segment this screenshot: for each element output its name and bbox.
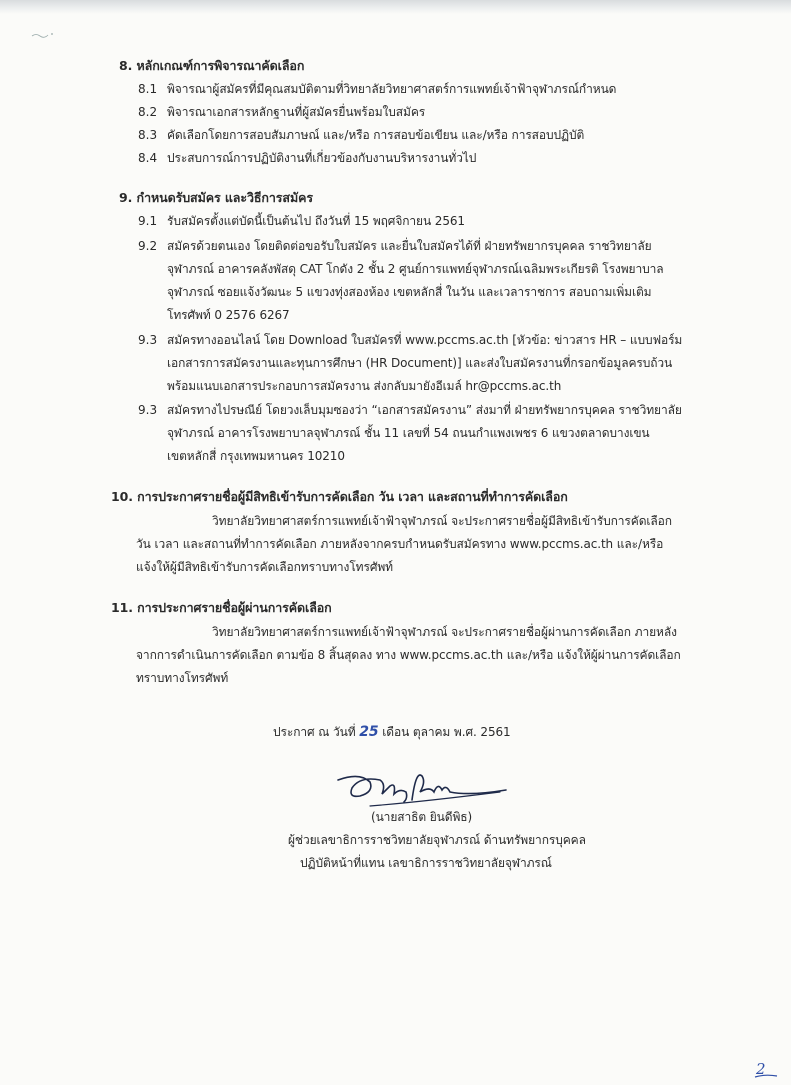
handwritten-day: 25 — [359, 724, 379, 740]
signatory-name: (นายสาธิต ยินดีพิธ) — [371, 810, 473, 824]
paragraph-line: วิทยาลัยวิทยาศาสตร์การแพทย์เจ้าฟ้าจุฬาภรณ์ จะประกาศรายชื่อผู้มีสิทธิเข้ารับการคัดเลือก — [212, 514, 672, 528]
item-number: 8.2 — [138, 105, 158, 119]
announcement-prefix: ประกาศ ณ วันที่ — [273, 725, 356, 739]
scan-speck-icon — [30, 30, 56, 40]
item-text: เขตหลักสี่ กรุงเทพมหานคร 10210 — [167, 449, 345, 463]
handwritten-page-mark — [753, 1060, 779, 1080]
item-text: สมัครทางออนไลน์ โดย Download ใบสมัครที่ www.pccms.ac.th [หัวข้อ: ข่าวสาร HR – แบบฟอร์ม — [167, 333, 683, 347]
announcement-suffix: เดือน ตุลาคม พ.ศ. 2561 — [382, 725, 511, 739]
item-text: จุฬาภรณ์ ซอยแจ้งวัฒนะ 5 แขวงทุ่งสองห้อง เขตหลักสี่ ในวัน และเวลาราชการ สอบถามเพิ่มเติม — [167, 285, 652, 299]
paragraph-line: แจ้งให้ผู้มีสิทธิเข้ารับการคัดเลือกทราบทางโทรศัพท์ — [136, 560, 393, 574]
section-8-heading: 8. หลักเกณฑ์การพิจารณาคัดเลือก — [119, 58, 305, 73]
item-number: 9.2 — [138, 239, 158, 253]
item-number: 8.4 — [138, 151, 158, 165]
item-text: พร้อมแนบเอกสารประกอบการสมัครงาน ส่งกลับมายังอีเมล์ hr@pccms.ac.th — [167, 379, 562, 393]
item-text: สมัครด้วยตนเอง โดยติดต่อขอรับใบสมัคร และยื่นใบสมัครได้ที่ ฝ่ายทรัพยากรบุคคล ราชวิทยาลัย — [167, 239, 652, 253]
item-text: พิจารณาผู้สมัครที่มีคุณสมบัติตามที่วิทยาลัยวิทยาศาสตร์การแพทย์เจ้าฟ้าจุฬาภรณ์กำหนด — [167, 82, 617, 96]
item-text: คัดเลือกโดยการสอบสัมภาษณ์ และ/หรือ การสอบข้อเขียน และ/หรือ การสอบปฏิบัติ — [167, 128, 585, 142]
item-text: ประสบการณ์การปฏิบัติงานที่เกี่ยวข้องกับงานบริหารงานทั่วไป — [167, 151, 477, 165]
section-9-heading: 9. กำหนดรับสมัคร และวิธีการสมัคร — [119, 190, 313, 205]
signatory-acting: ปฏิบัติหน้าที่แทน เลขาธิการราชวิทยาลัยจุฬาภรณ์ — [300, 856, 552, 870]
item-text: เอกสารการสมัครงานและทุนการศึกษา (HR Document)] และส่งใบสมัครงานที่กรอกข้อมูลครบถ้วน — [167, 356, 673, 370]
paragraph-line: จากการดำเนินการคัดเลือก ตามข้อ 8 สิ้นสุดลง ทาง www.pccms.ac.th และ/หรือ แจ้งให้ผู้ผ่านการคัดเลือก — [136, 648, 681, 662]
item-number: 8.3 — [138, 128, 158, 142]
item-text: โทรศัพท์ 0 2576 6267 — [167, 308, 290, 322]
item-number: 8.1 — [138, 82, 158, 96]
item-number: 9.1 — [138, 214, 158, 228]
announcement-date — [273, 724, 511, 740]
page-mark-text: 2 — [756, 1060, 766, 1078]
signature-icon — [330, 762, 510, 812]
item-text: พิจารณาเอกสารหลักฐานที่ผู้สมัครยื่นพร้อมใบสมัคร — [167, 105, 426, 119]
paragraph-line: วัน เวลา และสถานที่ทำการคัดเลือก ภายหลังจากครบกำหนดรับสมัครทาง www.pccms.ac.th และ/หรือ — [136, 537, 664, 551]
item-number: 9.3 — [138, 333, 158, 347]
item-text: จุฬาภรณ์ อาคารโรงพยาบาลจุฬาภรณ์ ชั้น 11 เลขที่ 54 ถนนกำแพงเพชร 6 แขวงตลาดบางเขน — [167, 426, 650, 440]
signatory-position: ผู้ช่วยเลขาธิการราชวิทยาลัยจุฬาภรณ์ ด้านทรัพยากรบุคคล — [288, 833, 586, 847]
section-10-heading: 10. การประกาศรายชื่อผู้มีสิทธิเข้ารับการคัดเลือก วัน เวลา และสถานที่ทำการคัดเลือก — [111, 489, 568, 504]
item-text: สมัครทางไปรษณีย์ โดยวงเล็บมุมซองว่า “เอกสารสมัครงาน” ส่งมาที่ ฝ่ายทรัพยากรบุคคล ราชวิทยาลัย — [167, 403, 682, 417]
section-11-heading: 11. การประกาศรายชื่อผู้ผ่านการคัดเลือก — [111, 600, 332, 615]
scan-edge-shadow — [0, 0, 791, 14]
paragraph-line: วิทยาลัยวิทยาศาสตร์การแพทย์เจ้าฟ้าจุฬาภรณ์ จะประกาศรายชื่อผู้ผ่านการคัดเลือก ภายหลัง — [212, 625, 677, 639]
item-number: 9.3 — [138, 403, 158, 417]
paragraph-line: ทราบทางโทรศัพท์ — [136, 671, 229, 685]
item-text: รับสมัครตั้งแต่บัดนี้เป็นต้นไป ถึงวันที่ 15 พฤศจิกายน 2561 — [167, 214, 465, 228]
item-text: จุฬาภรณ์ อาคารคลังพัสดุ CAT โกดัง 2 ชั้น 2 ศูนย์การแพทย์จุฬาภรณ์เฉลิมพระเกียรติ โรงพยาบาล — [167, 262, 664, 276]
